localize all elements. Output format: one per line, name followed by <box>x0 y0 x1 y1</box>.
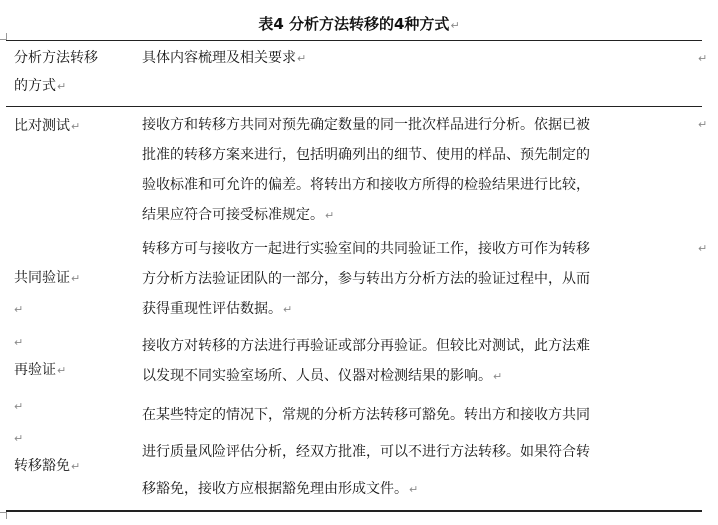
paragraph-mark-icon: ↵ <box>57 364 67 377</box>
header-content-cell <box>142 44 698 73</box>
content-line: 在某些特定的情况下，常规的分析方法转移可豁免。转出方和接收方共同 <box>142 407 590 423</box>
content-line: 以发现不同实验室场所、人员、仪器对检测结果的影响。 <box>142 368 492 384</box>
paragraph-mark-icon: ↵ <box>71 460 81 473</box>
content-line: 验收标准和可允许的偏差。将转出方和接收方所得的检验结果进行比较， <box>142 177 590 193</box>
method-label: 再验证 <box>14 362 56 378</box>
paragraph-mark-icon: ↵ <box>14 303 24 316</box>
table-corner-marker <box>0 33 7 40</box>
method-cell <box>14 452 80 481</box>
content-line: 接收方对转移的方法进行再验证或部分再验证。但较比对测试，此方法难 <box>142 338 590 354</box>
row-end-mark-icon: ↵ <box>698 118 708 131</box>
header-method-line: 的方式 <box>14 78 56 94</box>
content-line: 接收方和转移方共同对预先确定数量的同一批次样品进行分析。依据已被 <box>142 117 590 133</box>
table-title-text: 表4 分析方法转移的4种方式 <box>258 15 450 33</box>
table-header-rule <box>6 106 702 107</box>
paragraph-mark-icon: ↵ <box>409 483 419 496</box>
content-line: 进行质量风险评估分析，经双方批准，可以不进行方法转移。如果符合转 <box>142 444 590 460</box>
content-cell <box>142 234 698 325</box>
paragraph-mark-icon: ↵ <box>283 303 293 316</box>
table-corner-marker <box>0 512 7 519</box>
header-content-text: 具体内容梳理及相关要求 <box>142 50 296 66</box>
paragraph-mark-icon: ↵ <box>14 400 24 413</box>
row-end-mark-icon: ↵ <box>698 52 708 65</box>
content-line: 获得重现性评估数据。 <box>142 301 282 317</box>
paragraph-mark-icon: ↵ <box>325 209 335 222</box>
content-cell <box>142 331 698 392</box>
content-line: 转移方可与接收方一起进行实验室间的共同验证工作，接收方可作为转移 <box>142 241 590 257</box>
paragraph-mark-icon: ↵ <box>71 272 81 285</box>
method-cell <box>14 112 80 141</box>
paragraph-mark-icon: ↵ <box>297 52 307 65</box>
method-cell <box>14 356 66 385</box>
content-cell <box>142 110 698 231</box>
paragraph-mark-icon: ↵ <box>450 19 460 32</box>
method-label: 比对测试 <box>14 118 70 134</box>
table-title <box>0 13 718 34</box>
paragraph-mark-icon: ↵ <box>71 120 81 133</box>
row-end-mark-icon: ↵ <box>698 242 708 255</box>
content-cell <box>142 397 698 508</box>
table-bottom-rule <box>6 510 702 512</box>
method-label: 转移豁免 <box>14 458 70 474</box>
method-label: 共同验证 <box>14 270 70 286</box>
header-method-line: 分析方法转移 <box>14 50 98 66</box>
header-method-cell <box>14 44 138 101</box>
content-line: 结果应符合可接受标准规定。 <box>142 207 324 223</box>
method-cell <box>14 264 80 293</box>
paragraph-mark-icon: ↵ <box>57 80 67 93</box>
content-line: 方分析方法验证团队的一部分，参与转出方分析方法的验证过程中，从而 <box>142 271 590 287</box>
content-line: 移豁免，接收方应根据豁免理由形成文件。 <box>142 481 408 497</box>
paragraph-mark-icon: ↵ <box>14 336 24 349</box>
paragraph-mark-icon: ↵ <box>14 432 24 445</box>
table-top-rule <box>6 40 702 41</box>
paragraph-mark-icon: ↵ <box>493 370 503 383</box>
content-line: 批准的转移方案来进行，包括明确列出的细节、使用的样品、预先制定的 <box>142 147 590 163</box>
